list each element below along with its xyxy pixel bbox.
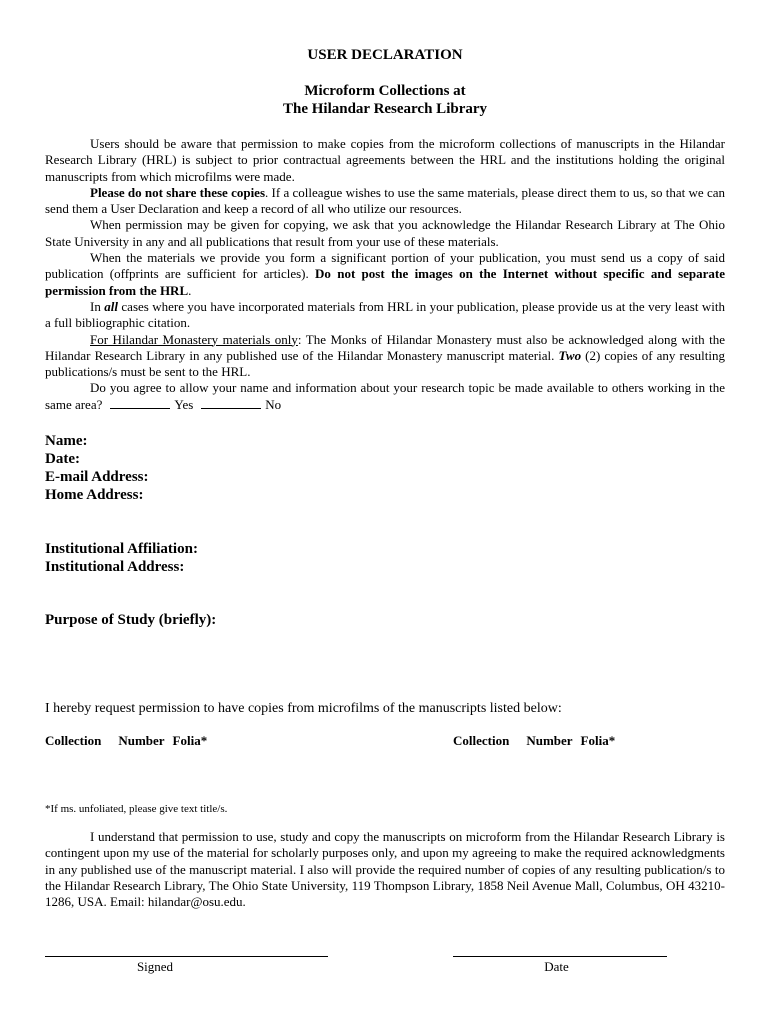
footnote: *If ms. unfoliated, please give text title/s. [45, 803, 228, 815]
understanding-statement: I understand that permission to use, study and copy the manuscripts on microform from the Hilandar Research Library is contingent upon my use of the material for scholarly purposes only, and upon my agreeing to make the required acknowledgments in any published use of the manuscript material. I also will provide the required number of copies of any resulting publication/s to the Hilandar Research Library, The Ohio State University, 119 Thompson Library, 1858 Neil Avenue Mall, Columbus, OH 43210-1286, USA. Email: hilandar@osu.edu. [45, 829, 725, 910]
no-blank[interactable] [201, 397, 261, 409]
paragraph-consent-question: Do you agree to allow your name and information about your research topic be made available to others working in the same area? Yes No [45, 380, 725, 412]
paragraph-citation: In all cases where you have incorporated materials from HRL in your publication, please provide us at the very least with a full bibliographic citation. [45, 298, 725, 331]
date-line[interactable] [453, 956, 667, 957]
column-headers-left [45, 733, 207, 749]
affiliation-label: Institutional Affiliation: [45, 541, 198, 557]
folia-header: Folia* [580, 733, 616, 748]
collection-header: Collection [453, 733, 510, 748]
signed-label: Signed [136, 959, 174, 974]
document-title: USER DECLARATION [307, 47, 463, 63]
paragraph-acknowledge: When permission may be given for copying, we ask that you acknowledge the Hilandar Research Library at The Ohio State University in any and all publications that result from your use of these materials. [45, 217, 725, 249]
do-not-share-bold: Please do not share these copies [90, 184, 266, 200]
paragraph-monastery: For Hilandar Monastery materials only: The Monks of Hilandar Monastery must also be acknowledged along with the Hilandar Research Library in any published use of the Hilandar Monastery manuscript material. Two (2) copies of any resulting publications/s must be sent to the HRL. [45, 331, 725, 380]
subtitle-line-1: Microform Collections at [304, 83, 466, 99]
paragraph-publication-copy: When the materials we provide you form a significant portion of your publication, you must send us a copy of said publication (offprints are sufficient for articles). Do not post the images on the Internet without specific and separate permission from the HRL. [45, 250, 725, 298]
folia-header: Folia* [172, 733, 208, 748]
all-emphasis: all [104, 298, 118, 314]
date-signature-label: Date [544, 959, 569, 974]
yes-blank[interactable] [110, 397, 170, 409]
paragraph-do-not-share: Please do not share these copies. If a colleague wishes to use the same materials, please direct them to us, so that we can send them a User Declaration and keep a record of all who utilize our resources. [45, 184, 725, 217]
paragraph-permission: Users should be aware that permission to make copies from the microform collections of manuscripts in the Hilandar Research Library (HRL) is subject to prior contractual agreements between the HRL and the institutions holding the original manuscripts from which microfilms were made. [45, 136, 725, 184]
yes-label: Yes [174, 396, 194, 412]
subtitle-line-2: The Hilandar Research Library [282, 101, 488, 117]
declaration-page [45, 0, 725, 1024]
request-statement: I hereby request permission to have copies from microfilms of the manuscripts listed below: [45, 701, 562, 716]
column-headers-right [453, 733, 615, 749]
internet-warning-bold: Do not post the images on the Internet without specific and separate permission from the HRL [45, 266, 725, 298]
collection-header: Collection [45, 733, 102, 748]
institutional-address-label: Institutional Address: [45, 559, 185, 575]
name-label: Name: [45, 433, 88, 449]
number-header: Number [526, 733, 573, 748]
number-header: Number [118, 733, 165, 748]
monastery-underline: For Hilandar Monastery materials only [90, 331, 298, 347]
date-label: Date: [45, 451, 80, 467]
purpose-label: Purpose of Study (briefly): [45, 612, 217, 628]
signature-line[interactable] [45, 956, 328, 957]
email-label: E-mail Address: [45, 469, 149, 485]
home-address-label: Home Address: [45, 487, 144, 503]
no-label: No [265, 396, 282, 412]
terms-body [45, 136, 725, 413]
two-emphasis: Two [558, 347, 582, 363]
